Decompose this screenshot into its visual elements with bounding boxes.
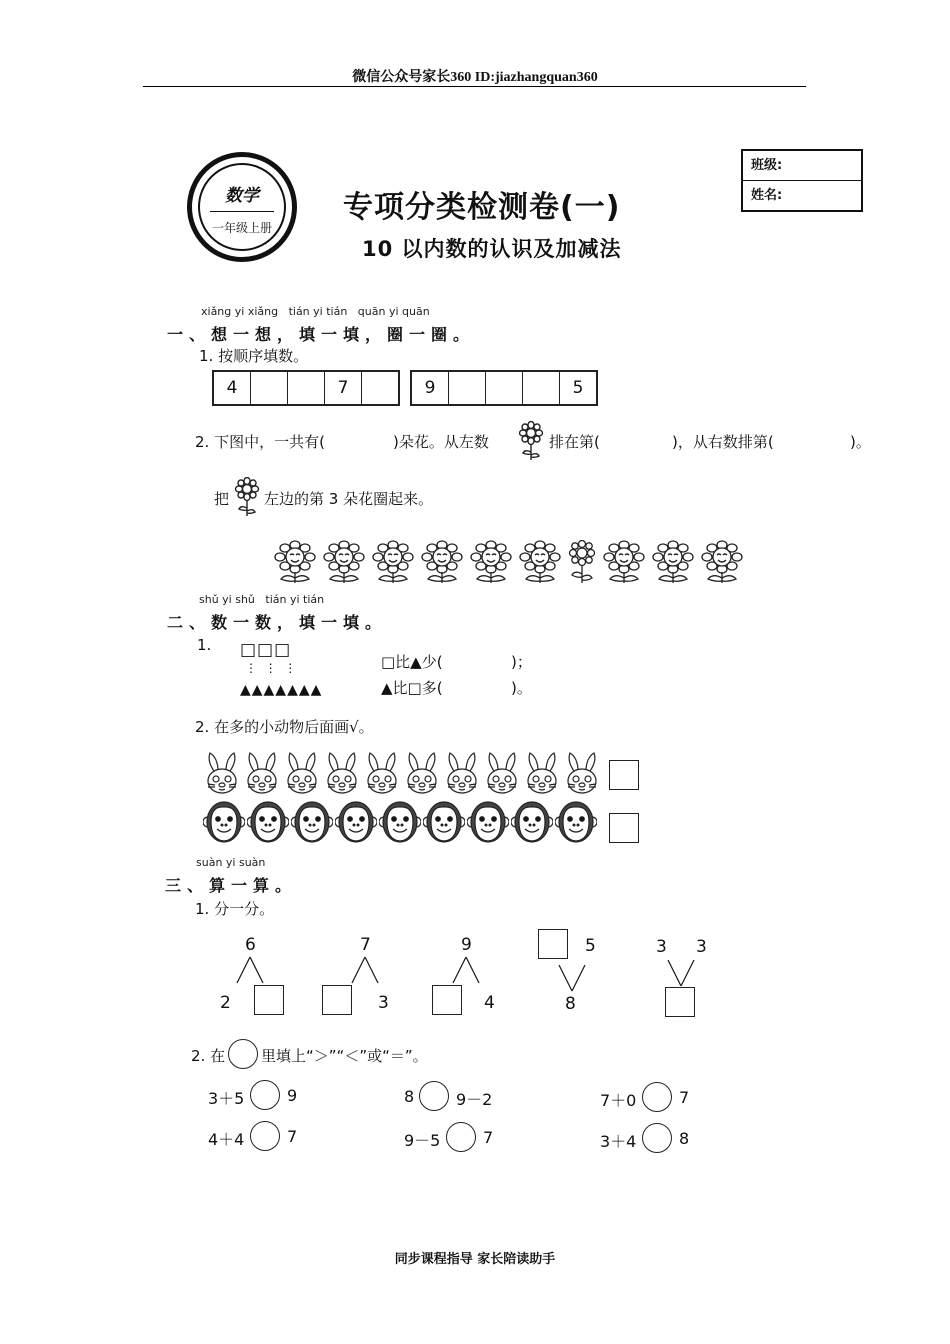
badge-grade: 一年级上册 — [211, 221, 272, 235]
target-flower-icon[interactable] — [566, 540, 598, 588]
section3-heading: 三、算一算。 — [165, 876, 298, 895]
s1-q2-line2-b: 左边的第 3 朵花圈起来。 — [264, 490, 434, 508]
s1-q2-text-b: )朵花。从左数 — [393, 433, 489, 451]
cmp-right: 9－2 — [456, 1090, 493, 1109]
page-title: 专项分类检测卷(一) — [343, 190, 621, 225]
sequence-b — [410, 370, 598, 406]
monkey-icon — [555, 798, 597, 850]
cmp-right: 9 — [287, 1086, 298, 1105]
rabbit-icon — [363, 751, 401, 801]
cmp-left: 3＋4 — [600, 1132, 637, 1151]
rabbit-icon — [443, 751, 481, 801]
class-field[interactable]: 班级: — [751, 158, 783, 173]
tree4-branches — [552, 963, 592, 993]
s3-q2-label-a: 2. 在 — [191, 1047, 226, 1065]
name-field[interactable]: 姓名: — [743, 180, 861, 210]
tree5-branches — [661, 958, 701, 988]
section2-pinyin: shǔ yi shǔ tián yi tián — [199, 593, 325, 606]
monkey-row — [203, 798, 597, 850]
s1-q2-text-a: 2. 下图中，一共有( — [195, 433, 325, 451]
badge-divider — [210, 211, 274, 212]
seq-a-cell: 7 — [324, 372, 361, 404]
tree5-bottom-box[interactable] — [665, 987, 695, 1017]
compare-circle[interactable] — [250, 1121, 280, 1151]
tree1-left: 2 — [220, 993, 231, 1013]
tree4-top-left-box[interactable] — [538, 929, 568, 959]
rabbit-icon — [563, 751, 601, 801]
cmp-right: 7 — [287, 1127, 298, 1146]
s1-q2-line2-a: 把 — [214, 490, 230, 508]
s3-q1-label: 1. 分一分。 — [195, 900, 275, 918]
section1-heading: 一、想一想，填一填，圈一圈。 — [167, 325, 476, 344]
s1-q1-label: 1. 按顺序填数。 — [199, 347, 309, 365]
smiling-flower-icon[interactable] — [468, 540, 514, 588]
rabbit-icon — [403, 751, 441, 801]
monkey-check-box[interactable] — [609, 813, 639, 843]
compare-circle[interactable] — [642, 1082, 672, 1112]
smiling-flower-icon[interactable] — [699, 540, 745, 588]
page-subtitle: 10 以内数的认识及加减法 — [362, 237, 622, 261]
monkey-icon — [247, 798, 289, 850]
s1-q2-text-d: )，从右数排第( — [672, 433, 774, 451]
rabbit-icon — [523, 751, 561, 801]
tree5-top-right: 3 — [696, 937, 707, 957]
section3-pinyin: suàn yi suàn — [196, 856, 266, 869]
monkey-icon — [379, 798, 421, 850]
header-note: 微信公众号家长360 ID:jiazhangquan360 — [352, 70, 598, 85]
s2-q2-label: 2. 在多的小动物后面画√。 — [195, 718, 374, 736]
compare-circle[interactable] — [642, 1123, 672, 1153]
smiling-flower-icon[interactable] — [272, 540, 318, 588]
tree3-top: 9 — [461, 935, 472, 955]
tree3-right: 4 — [484, 993, 495, 1013]
target-flower-icon — [233, 477, 261, 517]
student-info-box — [741, 149, 863, 212]
compare-circle[interactable] — [446, 1122, 476, 1152]
cmp-left: 3＋5 — [208, 1089, 245, 1108]
smiling-flower-icon[interactable] — [517, 540, 563, 588]
target-flower-icon — [517, 421, 545, 461]
rabbit-row — [203, 751, 601, 801]
s2-q1-line2-a: ▲比□多( — [381, 679, 443, 697]
s1-q2-text-c: 排在第( — [549, 433, 600, 451]
monkey-icon — [335, 798, 377, 850]
tree3-left-box[interactable] — [432, 985, 462, 1015]
monkey-icon — [467, 798, 509, 850]
rabbit-icon — [203, 751, 241, 801]
tree1-right-box[interactable] — [254, 985, 284, 1015]
s3-q2-label-b: 里填上“＞”“＜”或“＝”。 — [261, 1047, 428, 1065]
rabbit-icon — [483, 751, 521, 801]
seq-b-cell: 9 — [424, 378, 436, 398]
smiling-flower-icon[interactable] — [370, 540, 416, 588]
monkey-icon — [203, 798, 245, 850]
cmp-left: 9－5 — [404, 1131, 441, 1150]
badge-subject: 数学 — [225, 186, 259, 206]
seq-b-cell: 5 — [559, 372, 596, 404]
tree2-left-box[interactable] — [322, 985, 352, 1015]
tree5-top-left: 3 — [656, 937, 667, 957]
monkey-icon — [511, 798, 553, 850]
cmp-right: 7 — [483, 1128, 494, 1147]
s2-q1-line2-b: )。 — [511, 679, 532, 697]
subject-badge — [187, 152, 297, 262]
s2-q1-label: 1. — [197, 636, 212, 654]
seq-b-cell[interactable] — [448, 372, 485, 404]
cmp-left: 7＋0 — [600, 1091, 637, 1110]
smiling-flower-icon[interactable] — [419, 540, 465, 588]
section1-pinyin: xiǎng yi xiǎng tián yi tián quān yi quān — [201, 305, 430, 318]
sequence-a — [212, 370, 400, 406]
section2-heading: 二、数一数，填一填。 — [167, 613, 388, 632]
tree4-top-right: 5 — [585, 936, 596, 956]
rabbit-check-box[interactable] — [609, 760, 639, 790]
rabbit-icon — [323, 751, 361, 801]
rabbit-icon — [243, 751, 281, 801]
dots-row: ⋮ ⋮ ⋮ — [245, 661, 297, 675]
tree2-branches — [345, 955, 385, 985]
tree3-branches — [446, 955, 486, 985]
example-circle — [228, 1039, 258, 1069]
seq-a-cell[interactable] — [361, 372, 398, 404]
smiling-flower-icon[interactable] — [650, 540, 696, 588]
header-rule — [143, 86, 806, 87]
flower-row — [272, 540, 745, 588]
smiling-flower-icon[interactable] — [321, 540, 367, 588]
smiling-flower-icon[interactable] — [601, 540, 647, 588]
seq-b-cell[interactable] — [485, 372, 522, 404]
seq-a-cell: 4 — [226, 378, 238, 398]
footer-note: 同步课程指导 家长陪读助手 — [394, 1252, 556, 1267]
rabbit-icon — [283, 751, 321, 801]
seq-a-cell[interactable] — [287, 372, 324, 404]
s2-q1-line1-a: □比▲少( — [381, 653, 443, 671]
tree4-bottom: 8 — [565, 994, 576, 1014]
cmp-left: 4＋4 — [208, 1130, 245, 1149]
tree2-right: 3 — [378, 993, 389, 1013]
s1-q2-text-e: )。 — [850, 433, 871, 451]
s2-q1-line1-b: )； — [511, 653, 532, 671]
cmp-right: 7 — [679, 1088, 690, 1107]
tree1-branches — [230, 955, 270, 985]
monkey-icon — [291, 798, 333, 850]
compare-circle[interactable] — [250, 1080, 280, 1110]
squares-row: □□□ — [240, 640, 292, 660]
compare-circle[interactable] — [419, 1081, 449, 1111]
tree1-top: 6 — [245, 935, 256, 955]
badge-inner-ring — [198, 163, 286, 251]
cmp-left: 8 — [404, 1087, 415, 1106]
monkey-icon — [423, 798, 465, 850]
cmp-right: 8 — [679, 1129, 690, 1148]
triangles-row: ▲▲▲▲▲▲▲ — [240, 682, 323, 698]
tree2-top: 7 — [360, 935, 371, 955]
seq-a-cell[interactable] — [250, 372, 287, 404]
seq-b-cell[interactable] — [522, 372, 559, 404]
